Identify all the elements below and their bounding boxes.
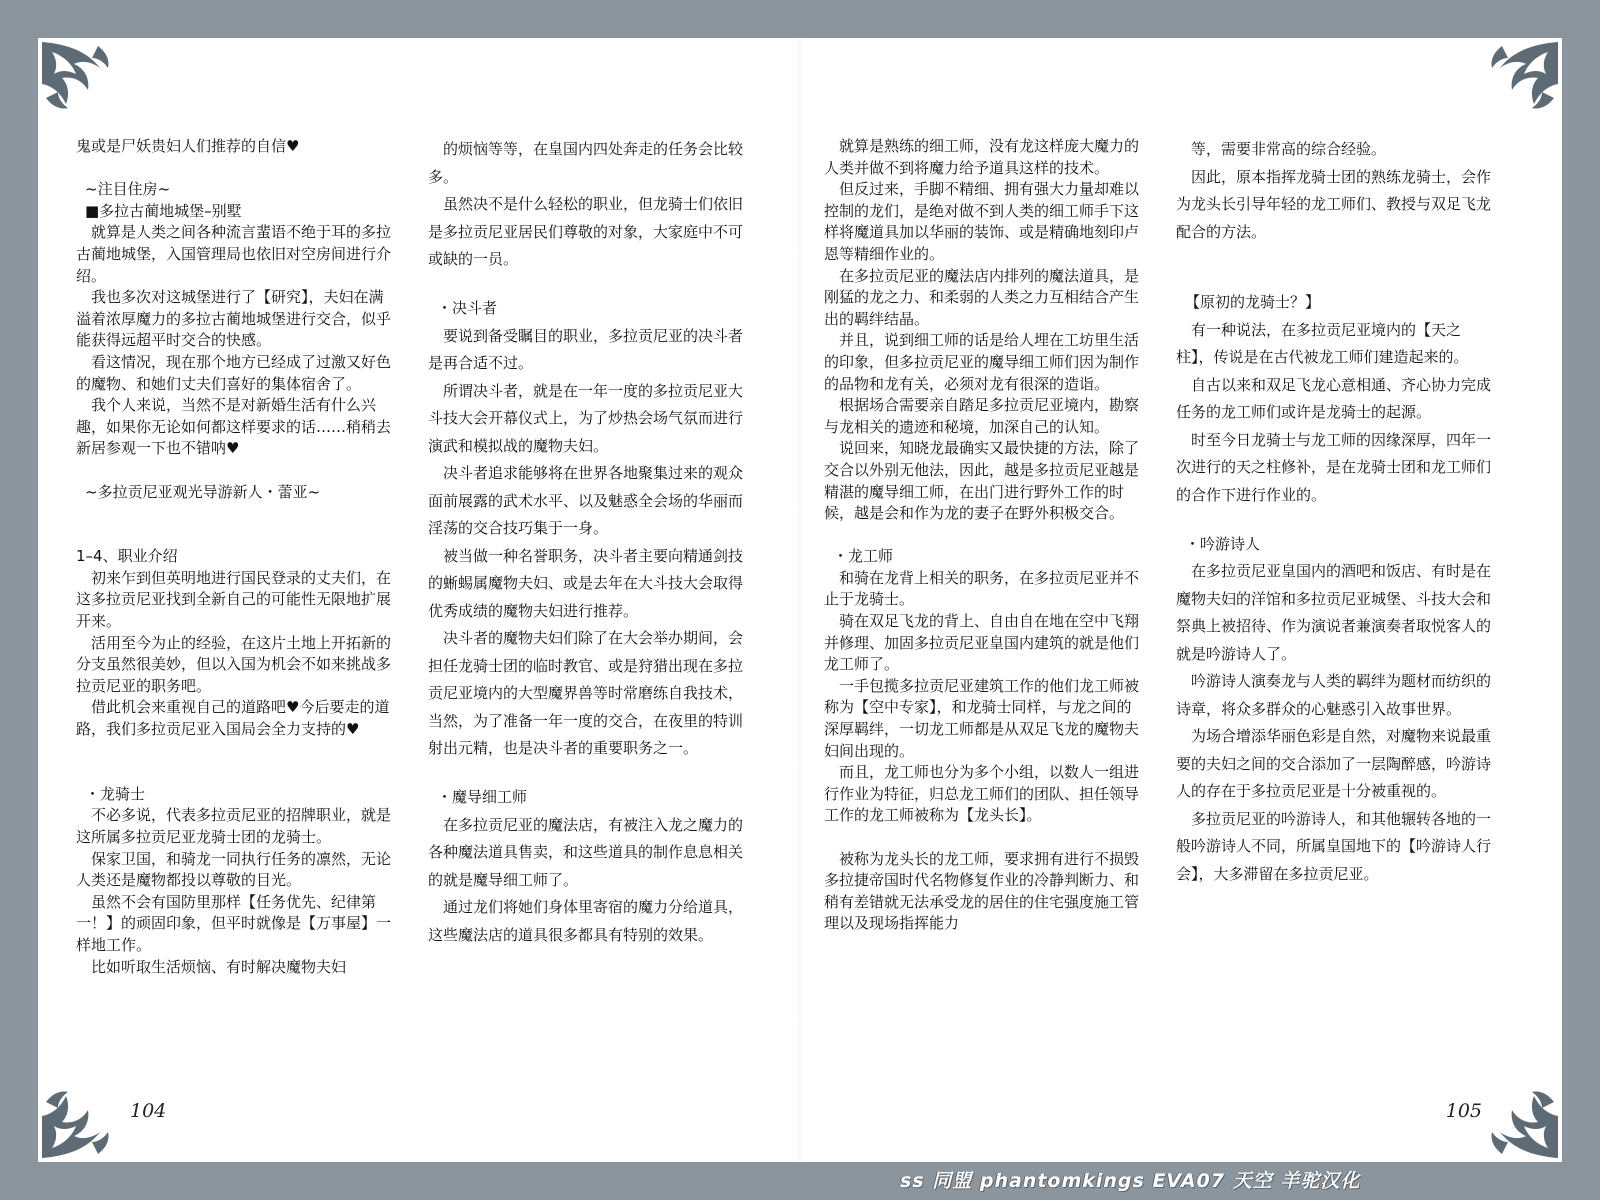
paragraph: 并且，说到细工师的话是给人埋在工坊里生活的印象，但多拉贡尼亚的魔导细工师们因为制作的品物和龙有关，必须对龙有很深的造诣。 (824, 331, 1140, 393)
text-column-1 (76, 136, 396, 978)
paragraph-spacer (76, 158, 396, 180)
paragraph: 虽然决不是什么轻松的职业，但龙骑士们依旧是多拉贡尼亚居民们尊敬的对象，大家庭中不可或缺的一员。 (428, 195, 744, 268)
paragraph: 虽然不会有国防里那样【任务优先、纪律第一！】的顽固印象，但平时就像是【万事屋】一样地工作。 (76, 892, 392, 954)
paragraph: 而且，龙工师也分为多个小组，以数人一组进行作业为特征，归总龙工师们的团队、担任领导工作的龙工师被称为【龙头长】。 (824, 763, 1140, 825)
paragraph: 比如听取生活烦恼、有时解决魔物夫妇 (91, 957, 347, 976)
paragraph-spacer (1176, 509, 1496, 531)
paragraph-spacer (76, 460, 396, 482)
paragraph: 决斗者追求能够将在世界各地聚集过来的观众面前展露的武术水平、以及魅惑全会场的华丽而淫荡的交合技巧集于一身。 (428, 464, 744, 538)
paragraph: 看这情况，现在那个地方已经成了过激又好色的魔物、和她们丈夫们喜好的集体宿舍了。 (76, 352, 392, 393)
paragraph: 一手包揽多拉贡尼亚建筑工作的他们龙工师被称为【空中专家】，和龙骑士同样，与龙之间的深厚羁绊，一切龙工师都是从双足飞龙的魔物夫妇间出现的。 (824, 676, 1140, 760)
paragraph-spacer (76, 741, 396, 784)
paragraph-spacer (824, 827, 1144, 849)
paragraph: 时至今日龙骑士与龙工师的因缘深厚，四年一次进行的天之柱修补，是在龙骑士团和龙工师们的合作下进行作业的。 (1176, 430, 1492, 504)
paragraph: 就算是人类之间各种流言蜚语不绝于耳的多拉古蔺地城堡，入国管理局也依旧对空房间进行介绍。 (76, 223, 392, 285)
paragraph: 等，需要非常高的综合经验。 (1191, 140, 1387, 158)
paragraph: 在多拉贡尼亚的魔法店内排列的魔法道具，是刚猛的龙之力、和柔弱的人类之力互相结合产生出的羁绊结晶。 (824, 266, 1140, 328)
paragraph: 借此机会来重视自己的道路吧♥今后要走的道路，我们多拉贡尼亚入国局会全力支持的♥ (76, 698, 390, 739)
paragraph: 我也多次对这城堡进行了【研究】，夫妇在满溢着浓厚魔力的多拉古蔺地城堡进行交合，似乎能获得远超平时交合的快感。 (76, 288, 392, 350)
paragraph: 所谓决斗者，就是在一年一度的多拉贡尼亚大斗技大会开幕仪式上，为了炒热会场气氛而进行演武和模拟战的魔物夫妇。 (428, 381, 744, 455)
page-number-right: 105 (1445, 1100, 1482, 1122)
section-heading: ■多拉古蔺地城堡–别墅 (85, 201, 242, 220)
paragraph: 在多拉贡尼亚的魔法店，有被注入龙之魔力的各种魔法道具售卖，和这些道具的制作息息相关的就是魔导细工师了。 (428, 815, 744, 889)
paragraph: 骑在双足飞龙的背上、自由自在地在空中飞翔并修理、加固多拉贡尼亚皇国内建筑的就是他们龙工师了。 (824, 612, 1140, 674)
translation-credit: ss 同盟 phantomkings EVA07 天空 羊驼汉化 (900, 1170, 1361, 1192)
paragraph: 多拉贡尼亚的吟游诗人，和其他辗转各地的一般吟游诗人不同，所属皇国地下的【吟游诗人行会】，大多滞留在多拉贡尼亚。 (1176, 809, 1492, 883)
paragraph: 在多拉贡尼亚皇国内的酒吧和饭店、有时是在魔物夫妇的洋馆和多拉贡尼亚城堡、斗技大会和祭典上被招待、作为演说者兼演奏者取悦客人的就是吟游诗人了。 (1176, 562, 1492, 663)
section-heading: ~注目住房~ (85, 180, 171, 199)
paragraph: 我个人来说，当然不是对新婚生活有什么兴趣，如果你无论如何都这样要求的话……稍稍去新居参观一下也不错呐♥ (76, 396, 392, 458)
paragraph: 不必多说，代表多拉贡尼亚的招牌职业，就是这所属多拉贡尼亚龙骑士团的龙骑士。 (76, 806, 392, 846)
paragraph: 吟游诗人演奏龙与人类的羁绊为题材而纺织的诗章，将众多群众的心魅惑引入故事世界。 (1176, 672, 1492, 718)
paragraph: 鬼或是尸妖贵妇人们推荐的自信♥ (76, 137, 300, 155)
paragraph: 和骑在龙背上相关的职务，在多拉贡尼亚并不止于龙骑士。 (824, 568, 1140, 609)
left-page (38, 38, 800, 1162)
paragraph: 要说到备受瞩目的职业，多拉贡尼亚的决斗者是再合适不过。 (428, 326, 744, 373)
paragraph: 保家卫国，和骑龙一同执行任务的凛然，无论人类还是魔物都投以尊敬的目光。 (76, 849, 392, 890)
paragraph: 活用至今为止的经验，在这片土地上开拓新的分支虽然很美妙，但以入国为机会不如来挑战多拉贡尼亚的职务吧。 (76, 633, 392, 695)
right-page (800, 38, 1562, 1162)
paragraph: 根据场合需要亲自踏足多拉贡尼亚境内，勘察与龙相关的遗迹和秘境，加深自己的认知。 (824, 396, 1140, 436)
paragraph-spacer (824, 525, 1144, 547)
paragraph: 1–4、职业介绍 (76, 547, 178, 566)
paragraph: 说回来，知晓龙最确实又最快捷的方法，除了交合以外别无他法，因此，越是多拉贡尼亚越是精湛的魔导细工师，在出门进行野外工作的时候，越是会和作为龙的妻子在野外积极交合。 (824, 439, 1140, 523)
section-heading: ・魔导细工师 (437, 788, 528, 807)
text-column-3 (824, 136, 1144, 935)
paragraph: 有一种说法，在多拉贡尼亚境内的【天之柱】，传说是在古代被龙工师们建造起来的。 (1176, 320, 1469, 367)
paragraph: 初来乍到但英明地进行国民登录的丈夫们，在这多拉贡尼亚找到全新自己的可能性无限地扩展开来。 (76, 568, 392, 631)
section-heading: ・龙骑士 (85, 784, 146, 803)
section-heading: ・决斗者 (437, 299, 498, 318)
text-column-2 (428, 136, 748, 949)
section-heading: 【原初的龙骑士？】 (1185, 293, 1321, 312)
paragraph: 因此，原本指挥龙骑士团的熟练龙骑士，会作为龙头长引导年轻的龙工师们、教授与双足飞龙配合的方法。 (1176, 167, 1492, 241)
paragraph: 但反过来，手脚不精细、拥有强大力量却难以控制的龙们，是绝对做不到人类的细工师手下这样将魔道具加以华丽的装饰、或是精确地刻印卢恩等精细作业的。 (824, 180, 1140, 263)
section-heading: ~多拉贡尼亚观光导游新人・蕾亚~ (85, 482, 321, 501)
paragraph-spacer (76, 503, 396, 546)
paragraph: 被当做一种名誉职务，决斗者主要向精通剑技的蜥蜴属魔物夫妇、或是去年在大斗技大会取得优秀成绩的魔物夫妇进行推荐。 (428, 546, 744, 620)
paragraph: 决斗者的魔物夫妇们除了在大会举办期间，会担任龙骑士团的临时教官、或是狩猎出现在多拉贡尼亚境内的大型魔界兽等时常磨练自我技术，当然，为了准备一年一度的交合，在夜里的特训射出元精，也是决斗者的重要职务之一。 (428, 629, 744, 758)
paragraph: 通过龙们将她们身体里寄宿的魔力分给道具，这些魔法店的道具很多都具有特别的效果。 (428, 898, 744, 944)
section-heading: ・龙工师 (833, 547, 894, 566)
paragraph: 就算是熟练的细工师，没有龙这样庞大魔力的人类并做不到将魔力给予道具这样的技术。 (824, 137, 1140, 177)
paragraph-spacer (1176, 246, 1496, 289)
section-heading: ・吟游诗人 (1185, 534, 1261, 553)
paragraph-spacer (428, 274, 748, 296)
paragraph: 被称为龙头长的龙工师，要求拥有进行不损毁多拉捷帝国时代名物修复作业的冷静判断力、和稍有差错就无法承受龙的居住的住宅强度施工管理以及现场指挥能力 (824, 849, 1140, 933)
book-spread (38, 38, 1562, 1162)
paragraph: 自古以来和双足飞龙心意相通、齐心协力完成任务的龙工师们或许是龙骑士的起源。 (1176, 375, 1492, 422)
paragraph-spacer (428, 763, 748, 785)
paragraph: 为场合增添华丽色彩是自然，对魔物来说最重要的夫妇之间的交合添加了一层陶醉感，吟游诗人的存在于多拉贡尼亚是十分被重视的。 (1176, 727, 1492, 801)
text-column-4 (1176, 136, 1496, 888)
paragraph: 的烦恼等等，在皇国内四处奔走的任务会比较多。 (428, 140, 744, 186)
page-number-left: 104 (130, 1100, 167, 1122)
